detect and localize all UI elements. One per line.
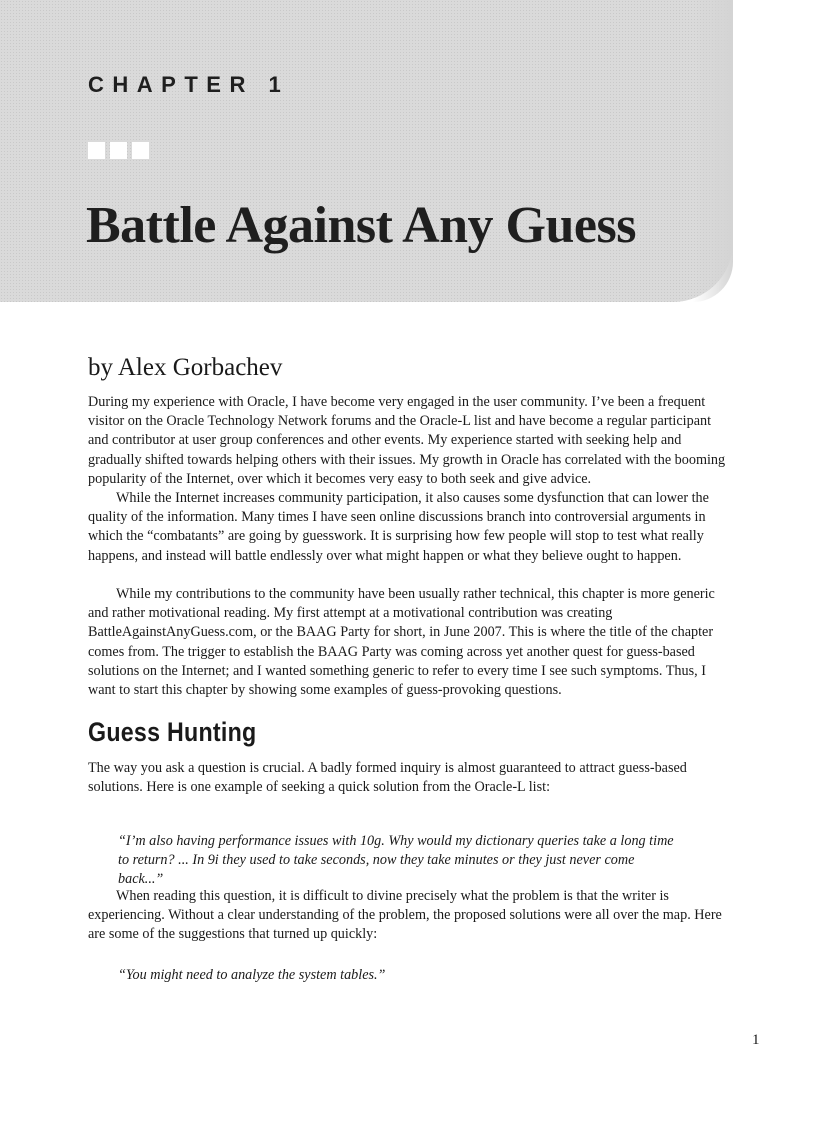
decorative-squares <box>88 142 149 159</box>
page-number: 1 <box>752 1032 760 1048</box>
quote-2: “You might need to analyze the system tables.” <box>118 967 386 983</box>
chapter-banner <box>0 0 733 302</box>
square-3 <box>132 142 149 159</box>
chapter-title: Battle Against Any Guess <box>86 197 636 254</box>
paragraph-after-quote: When reading this question, it is difficult to divine precisely what the problem is that the writer is experiencing. Without a clear understanding of the problem, the proposed solutions were all over the map. Here are some of the suggestions that turned up quickly: <box>88 888 722 943</box>
quote-1: “I’m also having performance issues with 10g. Why would my dictionary queries take a long time to return? ... In 9i they used to take seconds, now they take minutes or they just never come back...” <box>118 833 674 888</box>
square-2 <box>110 142 127 159</box>
chapter-label: CHAPTER 1 <box>88 72 290 97</box>
section-heading: Guess Hunting <box>88 717 257 747</box>
paragraph-3: While my contributions to the community have been usually rather technical, this chapter is more generic and rather motivational reading. My first attempt at a motivational contribution was creating BattleAgainstAnyGuess.com, or the BAAG Party for short, in June 2007. This is where the title of the chapter comes from. The trigger to establish the BAAG Party was coming across yet another quest for guess-based solutions on the Internet; and I wanted something generic to refer to every time I see such symptoms. Thus, I want to start this chapter by showing some examples of guess-provoking questions. <box>88 586 715 699</box>
paragraph-1: During my experience with Oracle, I have become very engaged in the user community. I’ve been a frequent visitor on the Oracle Technology Network forums and the Oracle-L list and have become a regular participant and contributor at user group conferences and other events. My experience started with seeking help and gradually shifted towards helping others with their issues. My growth in Oracle has correlated with the booming popularity of the Internet, over which it becomes very easy to both seek and give advice. <box>88 394 726 487</box>
section-intro: The way you ask a question is crucial. A badly formed inquiry is almost guaranteed to attract guess-based solutions. Here is one example of seeking a quick solution from the Oracle-L list: <box>88 760 687 796</box>
square-1 <box>88 142 105 159</box>
author-byline: by Alex Gorbachev <box>88 354 283 381</box>
paragraph-2: While the Internet increases community participation, it also causes some dysfunction that can lower the quality of the information. Many times I have seen online discussions branch into controversial arguments in which the “combatants” are going by guesswork. It is surprising how few people will stop to test what really happens, and instead will battle endlessly over what might happen or what they believe ought to happen. <box>88 490 709 564</box>
